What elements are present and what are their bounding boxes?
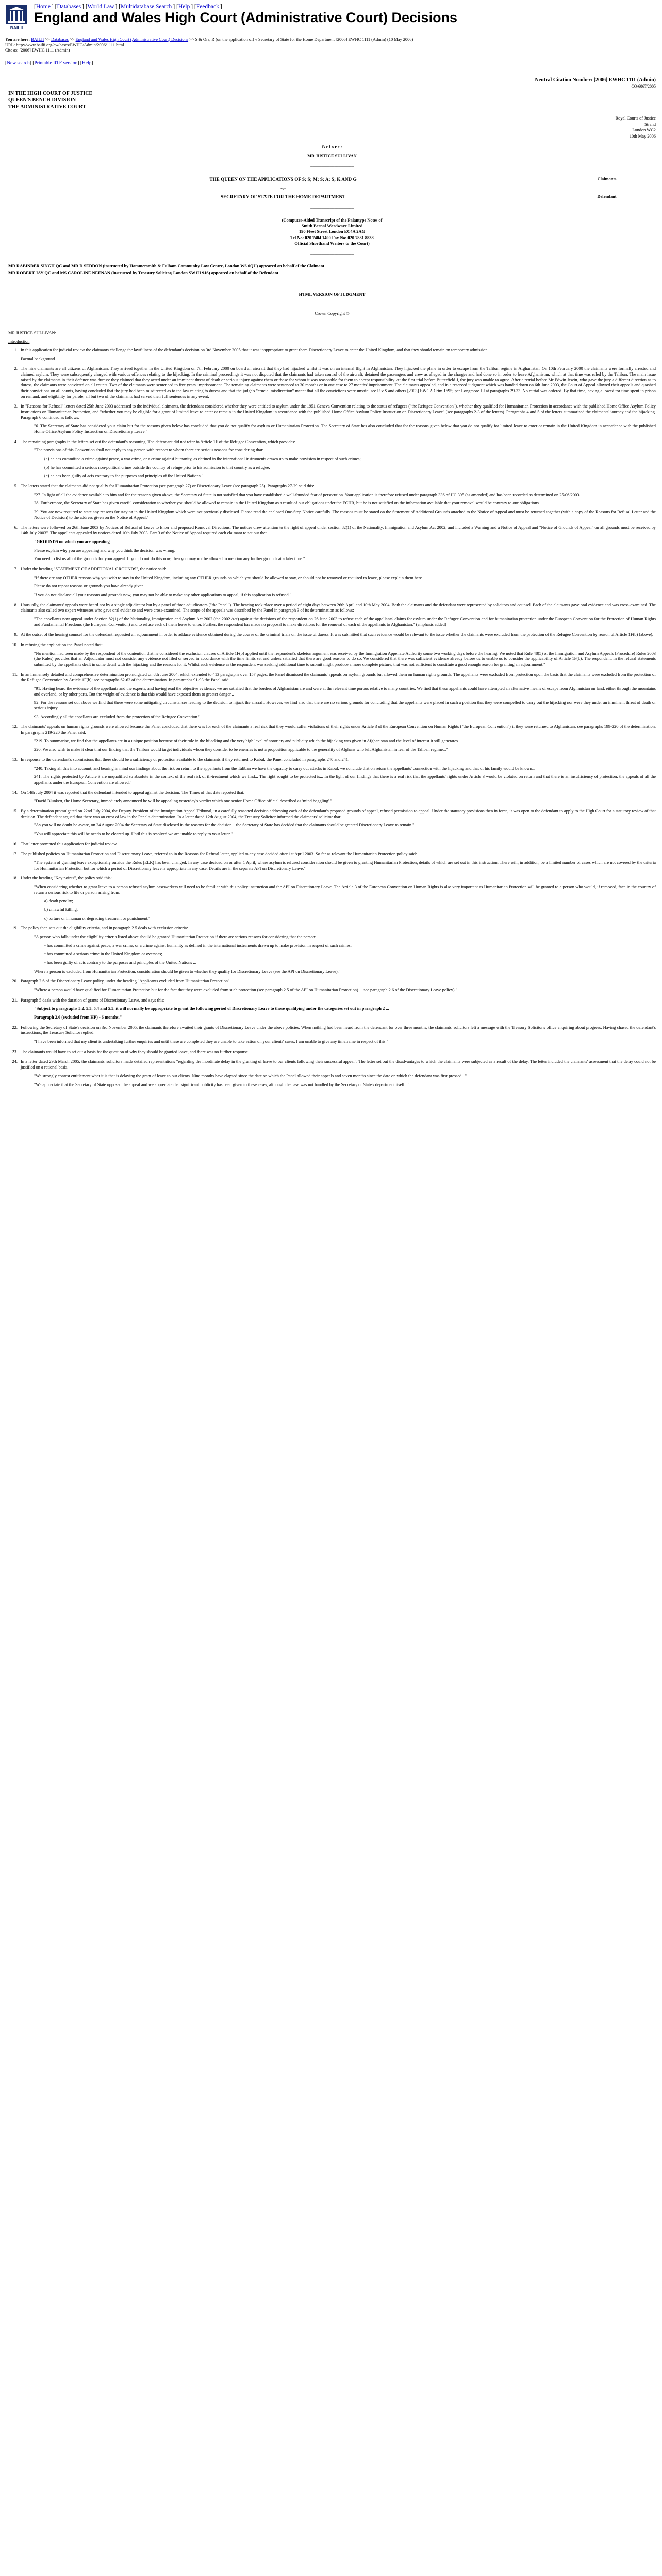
paragraph: 19. The policy then sets out the eligibility criteria, and in paragraph 2.5 deals with exclusion criteria: "A person who falls under the eligibility criteria listed above should be granted Humanitarian Protection if there are serious reasons for considering that the person: • has committed a crime against peace, a war crime, or a crime against humanity as defined in the international instruments drawn up to make provision in respect of such crimes; • has committed a serious crime in the United Kingdom or overseas; • has been guilty of acts contrary to the purposes and principles of the United Nations ... Where a person is excluded from Humanitarian Protection, consideration should be given to whether they qualify for Discretionary Leave (see the API on Discretionary Leave)." [19, 926, 656, 974]
court-line: THE ADMINISTRATIVE COURT [8, 104, 86, 110]
quote-representations: "We appreciate that the Secretary of State opposed the appeal and we appreciate that significant publicity has been given to these cases, although the case was not handled by the Secretary of State's department itself..." [34, 1082, 410, 1087]
transcript-line: 190 Fleet Street London EC4A 2AG [299, 229, 366, 234]
paragraph: 8. Unusually, the claimants' appeals were heard not by a single adjudicator but by a panel of three adjudicators ("the Panel"). The hearing took place over a period of eight days between 26th April and 10th May 2004. Both the claimants and the defendant were represented by solicitors and counsel. Each of the claimants gave oral evidence and was cross-examined. The claimants also called two expert witnesses who gave oral evidence and were cross-examined. The scope of the appeals was described by the Panel in paragraph 3 of its determination as follows: "The appellants now appeal under Section 82(1) of the Nationality, Immigration and Asylum Act 2002 (the 2002 Act) against the decisions of the respondent on 26 June 2003 to refuse each of the appellants' claims for asylum under the Refugee Convention and for humanitarian protection under the European Convention for the Protection of Human Rights and Fundamental Freedoms (the European Convention) and to refuse each of them leave to enter. Further, the respondent has made no proposal to make directions for the removal of each of the appellants to Afghanistan." (emphasis added) [19, 603, 656, 628]
quote-key-point-item: a) death penalty; [44, 899, 73, 904]
quote-additional-grounds: Please do not repeat reasons or grounds you have already given. [34, 584, 145, 589]
paragraph: 18. Under the heading "Key points", the policy said this: "When considering whether to grant leave to a person refused asylum caseworkers will need to be familiar with this policy instruction and the API on Discretionary Leave. The Article 3 of the European Convention on Human Rights is also very important as Humanitarian Protection will be granted to a person who would, if removed, face in the country of return a serious risk to life or person arising from: a) death penalty; b) unlawful killing; c) torture or inhuman or degrading treatment or punishment." [19, 876, 656, 921]
nav-home-link[interactable]: Home [36, 4, 51, 10]
quote-exclusion-item: • has been guilty of acts contrary to the purposes and principles of the United Nations ... [44, 960, 196, 965]
court-address [8, 115, 656, 140]
crumb-bailii[interactable]: BAILII [31, 37, 44, 42]
transcript-line: Smith Bernal Wordwave Limited [301, 224, 363, 229]
claimants-role: Claimants [597, 177, 617, 181]
quote-article-1f-b: (b) he has committed a serious non-political crime outside the country of refuge prior to his admission to that country as a refugee; [44, 465, 270, 470]
quote-exclusion-note: Where a person is excluded from Humanitarian Protection, consideration should be given to whether they qualify for Discretionary Leave (see the API on Discretionary Leave)." [34, 969, 341, 974]
nav-databases-link[interactable]: Databases [57, 4, 81, 10]
paragraph: 14. On 14th July 2004 it was reported that the defendant intended to appeal against the decision. The Times of that date reported that: "David Blunkett, the Home Secretary, immediately announced he will be appealing yesterday's verdict which one senior Home Office official described as 'mind boggling'." [19, 790, 656, 804]
quote-refusal-28: 28. Furthermore, the Secretary of State has given careful consideration to whether you should be allowed to remain in the United Kingdom as a result of our obligations under the ECHR, but he is not satisfied on the information available that your removal would be contrary to our obligations. [34, 501, 540, 506]
paragraph: 20. Paragraph 2.6 of the Discretionary Leave policy, under the heading "Applicants excluded from Humanitarian Protection": "Where a person would have qualified for Humanitarian Protection but for the fact that they were excluded from such protection (see paragraph 2.5 of the API on Humanitarian Protection) ... see paragraph 2.6 of the Discretionary Leave policy)." [19, 979, 656, 993]
page-title: England and Wales High Court (Administrative Court) Decisions [34, 10, 458, 25]
quote-key-point-item: b) unlawful killing; [44, 907, 78, 912]
address-line: Royal Courts of Justice [615, 115, 656, 121]
you-are-here-label: You are here: [5, 37, 30, 42]
quote-exclusion-item: • has committed a serious crime in the United Kingdom or overseas; [44, 952, 162, 957]
quote-article-1f-a: (a) he has committed a crime against peace, a war crime, or a crime against humanity, as defined in the international instruments drawn up to make provision in respect of such crimes; [44, 456, 361, 462]
quote-representations: "We strongly contest entitlement what it is that is delaying the grant of leave to our clients. Nine months have elapsed since the date on which the Panel allowed their appeals and seven months since the date on which the defendant was first pressed..." [34, 1073, 467, 1078]
quote-ts-letter: "You will appreciate this will be needs to be cleared up. Until this is resolved we are unable to reply to your letter." [34, 832, 233, 837]
help-link[interactable]: Help [82, 61, 92, 66]
party-claimants [8, 177, 656, 183]
top-nav: [Home ] [Databases ] [World Law ] [Multidatabase Search ] [Help ] [Feedback ] [34, 4, 222, 10]
bailii-logo[interactable] [5, 4, 28, 32]
paragraph: 15. By a determination promulgated on 22nd July 2004, the Deputy President of the Immigration Appeal Tribunal, in a carefully reasoned decision addressing each of the defendant's proposed grounds of appeal, refused permission to appeal. Under the statutory provisions then in force, it was open to the defendant to apply to the High Court for a statutory review of that decision. The defendant argued that there was an error of law in the Panel's determination. In a letter dated 12th August 2004, the Treasury Solicitor informed the claimants' solicitor that: "As you will no doubt be aware, on 24 August 2004 the Secretary of State disclosed in the reasons for the decision... the Secretary of State has decided that the claimants should be granted Discretionary Leave to remain." "You will appreciate this will be needs to be cleared up. Until this is resolved we are unable to reply to your letter." [19, 809, 656, 837]
paragraph: 11. In an immensely detailed and comprehensive determination promulgated on 8th June 2004, which extended to 413 paragraphs over 157 pages, the Panel dismissed the claimants' appeals on asylum grounds but allowed them on human rights grounds. The appellants were excluded from protection upon the basis that the claimants were excluded from the protection of the Refugee Convention by Article 1F(b): see paragraphs 62-63 of the determination. In paragraphs 91-93 the Panel said: "91. Having heard the evidence of the appellants and the experts, and having read the objective evidence, we are satisfied that the borders of Afghanistan are and were at the relevant time porous relative to many countries. We find that these appellants could have attempted an alternative means of escape from Afghanistan on land, either through the mountains and overland, or by other parts. But the weight of evidence is that this would have exposed them to greater danger... 92. For the reasons set out above we find that there were some mitigating circumstances leading to the decision to hijack the aircraft. However, we find also that there are no serious grounds for concluding that the appellants were placed in such a position that they were compelled to carry out the hijacking nor were they under an imminent threat of death or serious injury... 93. Accordingly all the appellants are excluded from the protection of the Refugee Convention." [19, 672, 656, 720]
judgment-date: 10th May 2006 [629, 134, 656, 139]
quote-exclusion: "A person who falls under the eligibility criteria listed above should be granted Humanitarian Protection if there are serious reasons for considering that the person: [34, 935, 317, 940]
defendant-role: Defendant [597, 194, 617, 199]
address-line: Strand [644, 122, 656, 127]
printable-rtf-link[interactable]: Printable RTF version [34, 61, 78, 66]
court-name [8, 90, 656, 110]
cite-label: Cite as: [5, 48, 19, 53]
quote-determination-241: 241. The rights protected by Article 3 are unqualified so absolute in the context of the real risk of ill-treatment which we find... The right sought to be protected is... In the light of our findings that there is a real risk that the appellants' rights under Article 3 would be violated on return and that there is an insufficiency of protection, the appeals of all the appellants under the European Convention are allowed." [34, 774, 656, 785]
quote-key-point-item: c) torture or inhuman or degrading treatment or punishment." [44, 916, 151, 921]
nav-help-link[interactable]: Help [178, 4, 190, 10]
case-number: CO/6067/2005 [631, 83, 656, 89]
html-version-heading: HTML VERSION OF JUDGMENT [299, 292, 366, 297]
quote-ts-letter: "As you will no doubt be aware, on 24 August 2004 the Secretary of State disclosed in the reasons for the decision... the Secretary of State has decided that the claimants should be granted Discretionary Leave to remain." [34, 823, 415, 828]
paragraph: 16. That letter prompted this application for judicial review. [19, 842, 656, 848]
quote-adjournment: "No mention had been made by the respondent of the contention that he considered the exclusion clauses of Article 1F(b) applied until the respondent's skeleton argument was received by the Immigration Appellate Authority some two working days before the hearing. We noted that Rule 48(5) of the Immigration and Asylum Appeals (Procedure) Rules 2003 (the Rules) provides that an Adjudicator must not consider any evidence not filed or served in accordance with the time limits set and unless satisfied that there are good reasons to do so. We considered that there was sufficient evidence already before us to enable us to consider the applicability of Article 1F(b). The respondent, in the refusal statements submitted by the appellants dealt in some detail with the hijacking and the reasons for it. Whilst such evidence as the respondent was seeking additional time to submit might produce a more complete picture, that was not sufficient to constitute a good enough reason for granting an adjournment." [34, 651, 656, 667]
crumb-current: >> S & Ors, R (on the application of) v Secretary of State for the Home Department [2006] EWHC 1111 (Admin) (10 May 2006) [189, 37, 413, 42]
transcript-notice [8, 217, 656, 247]
header [0, 0, 662, 37]
quote-dl-5: "Subject to paragraphs 5.2, 5.3, 5.4 and 5.5, it will normally be appropriate to grant the following period of Discretionary Leave to those qualifying under the categories set out in paragraph 2 ... [34, 1006, 389, 1011]
paragraph: 12. The claimants' appeals on human rights grounds were allowed because the Panel concluded that there was for each of the claimants a real risk that they would suffer violations of their rights under Article 3 of the European Convention on Human Rights ("the European Convention") if they were returned to Afghanistan: see paragraphs 199-220 of the determination. In paragraphs 219-220 the Panel said: "219. To summarise, we find that the appellants are in a unique position because of their role in the hijacking and the very high level of notoriety and publicity which the hijacking was given in Afghanistan and the level of interest it still generates... 220. We also wish to make it clear that our finding that the Taliban would target individuals whom they consider to be enemies is not a proposition applicable to the generality of Afghans who left Afghanistan in fear of the Taliban regime..." [19, 724, 656, 753]
separator: ____________________ [310, 163, 354, 168]
transcript-line: (Computer-Aided Transcript of the Palantype Notes of [282, 217, 383, 223]
counsel [8, 263, 656, 276]
paragraph: 5. The letters stated that the claimants did not qualify for Humanitarian Protection (see paragraph 27) or Discretionary Leave (see paragraph 25). Paragraphs 27-29 said this: "27. In light of all the evidence available to him and for the reasons given above, the Secretary of State is not satisfied that you have established a well-founded fear of persecution. Your application is therefore refused under paragraph 336 of HC 395 (as amended) and has been recorded as determined on 25/06/2003. 28. Furthermore, the Secretary of State has given careful consideration to whether you should be allowed to remain in the United Kingdom as a result of our obligations under the ECHR, but he is not satisfied on the information available that your removal would be contrary to our obligations. 29. You are now required to state any reasons for staying in the United Kingdom which were not previously disclosed. Please read the enclosed One-Stop Notice carefully. The reasons must be stated on the Statement of Additional Grounds attached to the Notice of Appeal and must be returned together (with a copy of the Reasons for Refusal Letter and the Notice of Decision) to the address given on the Notice of Appeal." [19, 484, 656, 520]
separator: ____________________ [310, 301, 354, 307]
section-heading-factual: Factual background [21, 356, 55, 361]
quote-key-points: "When considering whether to grant leave to a person refused asylum caseworkers will need to be familiar with this policy instruction and the API on Discretionary Leave. The Article 3 of the European Convention on Human Rights is also very important as Humanitarian Protection will be granted to a person who would, if removed, face in the country of return a serious risk to life or person arising from: [34, 885, 656, 895]
transcript-line: Tel No: 020 7404 1400 Fax No: 020 7831 8838 [290, 235, 374, 240]
url-label: URL: [5, 42, 15, 47]
quote-determination-220: 220. We also wish to make it clear that our finding that the Taliban would target individuals whom they consider to be enemies is not a proposition applicable to the generality of Afghans who left Afghanistan in fear of the Taliban regime..." [34, 747, 448, 752]
versus: -v- [280, 185, 286, 191]
quote-determination-240: "240. Taking all this into account, and bearing in mind our findings about the risk on return to the appellants from the Taliban we have the capacity to carry out attacks in Kabul, we conclude that on return the appellants' connection with the hijacking and that of his family would be known... [34, 766, 536, 771]
logo-text: BAILII [10, 25, 23, 30]
crumb-ewhc-admin[interactable]: England and Wales High Court (Administrative Court) Decisions [75, 37, 189, 42]
separator: ____________________ [310, 250, 354, 256]
section-heading-introduction: Introduction [8, 339, 30, 344]
quote-determination-93: 93. Accordingly all the appellants are excluded from the protection of the Refugee Convention." [34, 714, 201, 719]
paragraph: 3. In "Reasons for Refusal" letters dated 25th June 2003 addressed to the individual claimants, the defendant considered whether they were entitled to asylum under the 1951 Geneva Convention relating to the status of refugees ("the Refugee Convention"), whether they qualified for Humanitarian Protection in accordance with the published Home Office Asylum Policy Instructions on Humanitarian Protection, and "whether you may be eligible for a grant of limited leave to enter or remain in the United Kingdom in accordance with the published Home Office Asylum Policy Instruction on Discretionary Leave" (see paragraphs 2-3 of the letters). Paragraphs 4 and 5 of the letters summarised the claimants' journey and the hijacking. Paragraph 6 continued as follows: "6. The Secretary of State has considered your claim but for the reasons given below has concluded that you do not qualify for asylum or Humanitarian Protection. The Secretary of State has also concluded that for the reasons given below that you do not qualify for limited leave to enter or remain in the United Kingdom in accordance with the published Home Office Asylum Policy Instruction on Discretionary Leave." [19, 404, 656, 434]
paragraph: 7. Under the heading "STATEMENT OF ADDITIONAL GROUNDS", the notice said: "If there are any OTHER reasons why you wish to stay in the United Kingdom, including any OTHER grounds on which you should be allowed to stay, or should not be removed or required to leave, please explain them here. Please do not repeat reasons or grounds you have already given. If you do not disclose all your reasons and grounds now, you may not be able to make any other applications to appeal, if this application is refused." [19, 567, 656, 598]
paragraph: 22. Following the Secretary of State's decision on 3rd November 2005, the claimants therefore awaited their grants of Discretionary Leave under the above policies. When nothing had been heard from the defendant for over three months, the claimants' solicitors left a message with the Treasury Solicitor's office enquiring about progress. Having chased the defendant's instructions, the Treasury Solicitor replied: "I have been informed that my client is undertaking further enquiries and until these are completed they are unable to take action on your clients' cases. I am unable to give any timeframe in respect of this." [19, 1025, 656, 1045]
judgment-paragraphs [8, 348, 656, 1088]
paragraph: 4. The remaining paragraphs in the letters set out the defendant's reasoning. The defendant did not refer to Article 1F of the Refugee Convention, which provides: "The provisions of this Convention shall not apply to any person with respect to whom there are serious reasons for considering that: (a) he has committed a crime against peace, a war crime, or a crime against humanity, as defined in the international instruments drawn up to make provision in respect of such crimes; (b) he has committed a serious non-political crime outside the country of refuge prior to his admission to that country as a refugee; (c) he has been guilty of acts contrary to the purposes and principles of the United Nations." [19, 439, 656, 479]
separator: ____________________ [310, 321, 354, 326]
quote-additional-grounds: "If there are any OTHER reasons why you wish to stay in the United Kingdom, including any OTHER grounds on which you should be allowed to stay, or should not be removed or required to leave, please explain them here. [34, 575, 423, 580]
quote-refusal-27: "27. In light of all the evidence available to him and for the reasons given above, the Secretary of State is not satisfied that you have established a well-founded fear of persecution. Your application is therefore refused under paragraph 336 of HC 395 (as amended) and has been recorded as determined on 25/06/2003. [34, 492, 581, 497]
paragraph: 23. The claimants would have to set out a basis for the question of why they should be granted leave, and there was no further response. [19, 1049, 656, 1055]
transcript-line: Official Shorthand Writers to the Court) [294, 241, 370, 246]
paragraph: 10. In refusing the application the Panel noted that: "No mention had been made by the respondent of the contention that he considered the exclusion clauses of Article 1F(b) applied until the respondent's skeleton argument was received by the Immigration Appellate Authority some two working days before the hearing. We noted that Rule 48(5) of the Immigration and Asylum Appeals (Procedure) Rules 2003 (the Rules) provides that an Adjudicator must not consider any evidence not filed or served in accordance with the time limits set and unless satisfied that there are good reasons to do so. We considered that there was sufficient evidence already before us to enable us to consider the applicability of Article 1F(b). The respondent, in the refusal statements submitted by the appellants dealt in some detail with the hijacking and the reasons for it. Whilst such evidence as the respondent was seeking additional time to submit might produce a more complete picture, that was not sufficient to constitute a good enough reason for granting an adjournment." [19, 642, 656, 668]
court-line: QUEEN'S BENCH DIVISION [8, 97, 76, 103]
quote-dl-5b: Paragraph 2.6 (excluded from HP) - 6 months." [34, 1015, 122, 1020]
paragraph: 9. At the outset of the hearing counsel for the defendant requested an adjournment in order to adduce evidence obtained during the course of the criminal trials on the issue of duress. It was submitted that such evidence would be relevant to the issue whether the claimants were excluded from the protection of the Refugee Convention by reason of Article 1F(b) (above). [19, 632, 656, 638]
defendant-name: SECRETARY OF STATE FOR THE HOME DEPARTMENT [220, 194, 346, 200]
breadcrumb: You are here: BAILII >> Databases >> England and Wales High Court (Administrative Court) Decisions >> S & Ors, R (on the application of) v Secretary of State for the Home Department [2006] EWHC 1111 (Admin) (10 May 2006) URL: http://www.bailii.org/ew/cases/EWHC/Admin/2006/1111.html Cite as: [2006] EWHC 1111 (Admin) [5, 37, 413, 53]
quote-determination-91: "91. Having heard the evidence of the appellants and the experts, and having read the objective evidence, we are satisfied that the borders of Afghanistan are and were at the relevant time porous relative to many countries. We find that these appellants could have attempted an alternative means of escape from Afghanistan on land, either through the mountains and overland, or by other parts. But the weight of evidence is that this would have exposed them to greater danger... [34, 686, 656, 697]
party-defendant [8, 194, 656, 200]
quote-times-report: "David Blunkett, the Home Secretary, immediately announced he will be appealing yesterday's verdict which one senior Home Office official described as 'mind boggling'." [34, 799, 332, 804]
judgment [0, 77, 662, 1088]
quote-hp-policy: "The system of granting leave exceptionally outside the Rules (ELR) has been changed. In any case decided on or after 1 April, where asylum is refused consideration should be given to granting Humanitarian Protection, details of which are set out in this instruction. There will, in addition, be a limited number of cases which are not covered by the criteria for Humanitarian Protection but for which a period of Discretionary leave is appropriate in any case. Details are in the separate API on Discretionary Leave." [34, 860, 656, 871]
parties [8, 177, 656, 200]
nav-multidatabase-link[interactable]: Multidatabase Search [121, 4, 172, 10]
nav-world-law-link[interactable]: World Law [87, 4, 114, 10]
url-value: http://www.bailii.org/ew/cases/EWHC/Admin/2006/1111.html [16, 42, 124, 47]
paragraph: 6. The letters were followed on 26th June 2003 by Notices of Refusal of Leave to Enter and proposed Removal Directions. The notices drew attention to the right of appeal under section 82(1) of the Nationality, Immigration and Asylum Act 2002, and included a Warning and a Notice of Appeal and "Notice of Grounds of Appeal" on all grounds must be received by 14th July 2003". The appellants appealed by notices dated 10th July 2003. Part 3 of the Notice of Appeal required each claimant to set out the: "GROUNDS on which you are appealing Please explain why you are appealing and why you think the decision was wrong. You need to list us all of the grounds for your appeal. If you do not do this now, then you may not be allowed to mention any further grounds at a later time." [19, 525, 656, 562]
quote-determination-92: 92. For the reasons set out above we find that there were some mitigating circumstances leading to the decision to hijack the aircraft. However, we find also that there are no serious grounds for concluding that the appellants were placed in such a position that they were compelled to carry out the hijacking nor were they under an imminent threat of death or serious injury... [34, 700, 656, 710]
paragraph: 24. In a letter dated 29th March 2005, the claimants' solicitors made detailed representations "regarding the inordinate delay in the granting of leave to our clients following their successful appeal". The letter set out the disadvantages to which the claimants were subjected as a result of the delay. The letter included the claimants' assessment that the delay could not be justified on a rational basis. "We strongly contest entitlement what it is that is delaying the grant of leave to our clients. Nine months have elapsed since the date on which the Panel allowed their appeals and seven months since the date on which the defendant was first pressed..." "We appreciate that the Secretary of State opposed the appeal and we appreciate that significant publicity has been given to these cases, although the case was not handled by the Secretary of State's department itself..." [19, 1059, 656, 1088]
quote-exclusion-item: • has committed a crime against peace, a war crime, or a crime against humanity as defined in the international instruments drawn up to make provision in respect of such crimes; [44, 943, 352, 948]
before-label: B e f o r e : [322, 144, 342, 149]
address-line: London WC2 [632, 128, 656, 133]
court-line: IN THE HIGH COURT OF JUSTICE [8, 90, 93, 96]
quote-article-1f-c: (c) he has been guilty of acts contrary to the purposes and principles of the United Nations." [44, 473, 204, 479]
judge-opening: MR JUSTICE SULLIVAN: [8, 330, 56, 335]
counsel-claimant: MR RABINDER SINGH QC and MR D SEDDON (instructed by Hammersmith & Fulham Community Law Centre, London W6 0QU) appeared on behalf of the Claimant [8, 264, 325, 269]
paragraph: 17. The published policies on Humanitarian Protection and Discretionary Leave, referred to in the Reasons for Refusal letter, applied to any case decided after 1st April 2003. So far as relevant the Humanitarian Protection policy said: "The system of granting leave exceptionally outside the Rules (ELR) has been changed. In any case decided on or after 1 April, where asylum is refused consideration should be given to granting Humanitarian Protection, details of which are set out in this instruction. There will, in addition, be a limited number of cases which are not covered by the criteria for Humanitarian Protection but for which a period of Discretionary leave is appropriate in any case. Details are in the separate API on Discretionary Leave." [19, 852, 656, 871]
quote-ts-reply: "I have been informed that my client is undertaking further enquiries and until these are completed they are unable to take action on your clients' cases. I am unable to give any timeframe in respect of this." [34, 1039, 388, 1044]
crumb-databases[interactable]: Databases [51, 37, 69, 42]
nav-feedback-link[interactable]: Feedback [196, 4, 219, 10]
quote-grounds-text: You need to list us all of the grounds for your appeal. If you do not do this now, then you may not be allowed to mention any further grounds at a later time." [34, 556, 305, 562]
cite-value: [2006] EWHC 1111 (Admin) [19, 48, 70, 53]
quote-grounds-heading: "GROUNDS on which you are appealing [34, 539, 110, 544]
quote-paragraph-6: "6. The Secretary of State has considered your claim but for the reasons given below has concluded that you do not qualify for asylum or Humanitarian Protection. The Secretary of State has also concluded that for the reasons given below that you do not qualify for limited leave to enter or remain in the United Kingdom in accordance with the published Home Office Asylum Policy Instruction on Discretionary Leave." [34, 423, 656, 434]
judge-name: MR JUSTICE SULLIVAN [307, 153, 357, 158]
crown-copyright: Crown Copyright © [315, 311, 350, 316]
quote-grounds-text: Please explain why you are appealing and why you think the decision was wrong. [34, 548, 175, 553]
new-search-link[interactable]: New search [7, 61, 30, 66]
paragraph: 2. The nine claimants are all citizens of Afghanistan. They arrived together in the United Kingdom on 7th February 2000 on board an aircraft that they had hijacked whilst it was on an internal flight in Afghanistan. They hijacked the plane in order to escape from the Taliban regime in Afghanistan. On 10th February 2000 the claimants were formally arrested and claimed asylum. They were subsequently charged with various offences relating to the hijacking. In the criminal proceedings it was not disputed that the claimants had taken control of the aircraft, detained the passengers and crew as alleged in the charges and had done so in order to leave Afghanistan, which at that time was ruled by the Taliban. The main issue raised by the claimants in their defence was duress: they claimed that they acted under an imminent threat of death or serious injury against them or those for whom it was reasonable for them to accept responsibility. At the first trial before Butterfield J, the jury was unable to agree. After a retrial before Mr Edwin Jewitt, who gave the jury a different direction as to duress, the claimants were convicted on all counts. Two of the claimants were sentenced to five years' imprisonment. The remaining claimants were sentenced to 30 months or in one case to 27 months' imprisonment. The claimants appealed, and in a reserved judgment which was handed down on 6th June 2003, the Court of Appeal allowed their appeals and quashed their convictions on all counts, having concluded that the jury had been misdirected as to the law relating to duress and that the judge's "crucial misdirection" meant that all the convictions were unsafe: see R v S and others [2003] EWCA Crim 1695; per Longmore LJ at paragraphs 29-33. No retrial was ordered. By that time, having allowed for time spent in prison on remand, and eligibility for parole, all but two of the claimants had served their full sentences in any event. [19, 366, 656, 399]
quote-determination-219: "219. To summarise, we find that the appellants are in a unique position because of their role in the hijacking and the very high level of notoriety and publicity which the hijacking was given in Afghanistan and the level of interest it still generates... [34, 738, 461, 743]
quote-refusal-29: 29. You are now required to state any reasons for staying in the United Kingdom which were not previously disclosed. Please read the enclosed One-Stop Notice carefully. The reasons must be stated on the Statement of Additional Grounds attached to the Notice of Appeal and must be returned together (with a copy of the Reasons for Refusal Letter and the Notice of Decision) to the address given on the Notice of Appeal." [34, 510, 656, 520]
paragraph: 1. In this application for judicial review the claimants challenge the lawfulness of the defendant's decision on 3rd November 2005 that it was inappropriate to grant them Discretionary Leave to enter the United Kingdom, and that they should remain on temporary admission. Factual background [19, 348, 656, 362]
paragraph: 21. Paragraph 5 deals with the duration of grants of Discretionary Leave, and says this: "Subject to paragraphs 5.2, 5.3, 5.4 and 5.5, it will normally be appropriate to grant the following period of Discretionary Leave to those qualifying under the categories set out in paragraph 2 ... Paragraph 2.6 (excluded from HP) - 6 months." [19, 998, 656, 1021]
separator: ____________________ [310, 205, 354, 210]
counsel-defendant: MR ROBERT JAY QC and MS CAROLINE NEENAN (instructed by Treasury Solicitor, London SW1H 9JS) appeared on behalf of the Defendant [8, 270, 279, 275]
quote-panel-scope: "The appellants now appeal under Section 82(1) of the Nationality, Immigration and Asylum Act 2002 (the 2002 Act) against the decisions of the respondent on 26 June 2003 to refuse each of the appellants' claims for asylum under the Refugee Convention and for humanitarian protection under the European Convention for the Protection of Human Rights and Fundamental Freedoms (the European Convention) and to refuse each of them leave to enter. Further, the respondent has made no proposal to make directions for the removal of each of the appellants to Afghanistan." (emphasis added) [34, 616, 656, 627]
neutral-citation: Neutral Citation Number: [2006] EWHC 1111 (Admin) [535, 77, 656, 83]
quote-dl-26: "Where a person would have qualified for Humanitarian Protection but for the fact that they were excluded from such protection (see paragraph 2.5 of the API on Humanitarian Protection) ... see paragraph 2.6 of the Discretionary Leave policy)." [34, 988, 458, 993]
separator: ____________________ [310, 280, 354, 285]
sub-nav: [New search] [Printable RTF version] [Help] [5, 61, 93, 66]
quote-article-1f: "The provisions of this Convention shall not apply to any person with respect to whom there are serious reasons for considering that: [34, 448, 264, 453]
quote-additional-grounds: If you do not disclose all your reasons and grounds now, you may not be able to make any other applications to appeal, if this application is refused." [34, 592, 292, 597]
claimants-name: THE QUEEN ON THE APPLICATIONS OF S; S; M; S; A; S; K AND G [209, 177, 357, 182]
paragraph: 13. In response to the defendant's submissions that there should be a sufficiency of protection available to the claimants if they returned to Kabul, the Panel concluded in paragraphs 240 and 241: "240. Taking all this into account, and bearing in mind our findings about the risk on return to the appellants from the Taliban we have the capacity to carry out attacks in Kabul, we conclude that on return the appellants' connection with the hijacking and that of his family would be known... 241. The rights protected by Article 3 are unqualified so absolute in the context of the real risk of ill-treatment which we find... The right sought to be protected is... In the light of our findings that there is a real risk that the appellants' rights under Article 3 would be violated on return and that there is an insufficiency of protection, the appeals of all the appellants under the European Convention are allowed." [19, 757, 656, 786]
